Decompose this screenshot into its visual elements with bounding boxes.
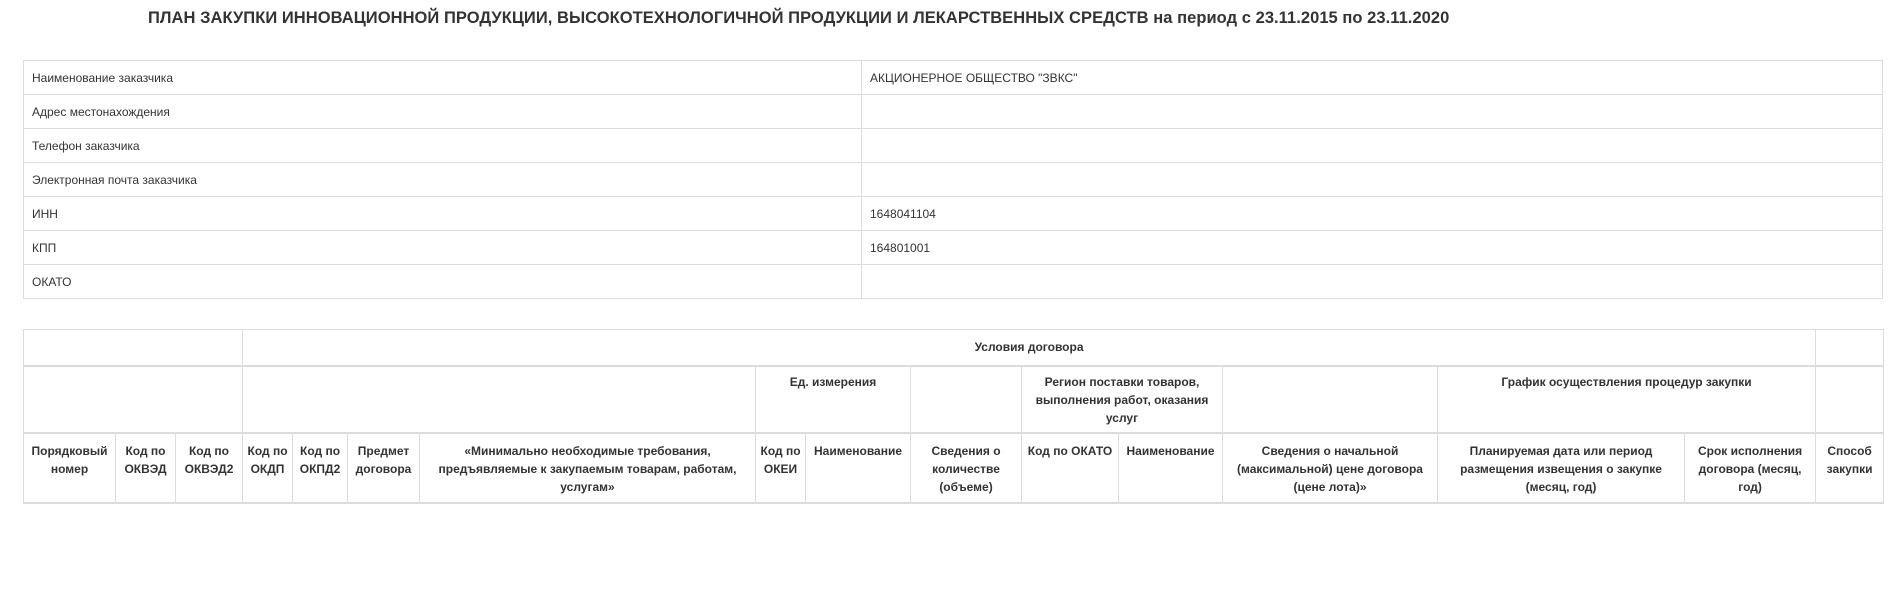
kpp-label: КПП [24, 231, 862, 265]
header-blank-cell [243, 366, 756, 433]
address-value [862, 95, 1883, 129]
customer-info-table [23, 60, 1883, 299]
email-label: Электронная почта заказчика [24, 163, 862, 197]
okato-label: ОКАТО [24, 265, 862, 299]
kpp-value: 164801001 [862, 231, 1883, 265]
region-group-header: Регион поставки товаров, выполнения работ, оказания услуг [1022, 366, 1223, 433]
page-title: ПЛАН ЗАКУПКИ ИННОВАЦИОННОЙ ПРОДУКЦИИ, ВЫСОКОТЕХНОЛОГИЧНОЙ ПРОДУКЦИИ И ЛЕКАРСТВЕННЫХ СРЕДСТВ на период с 23.11.2015 по 23.11.2020 [148, 9, 1450, 27]
column-header: Код по ОКДП [243, 433, 293, 503]
column-header: Код по ОКЕИ [756, 433, 806, 503]
column-header: Сведения о количестве (объеме) [911, 433, 1022, 503]
column-header: Код по ОКВЭД [116, 433, 176, 503]
address-label: Адрес местонахождения [24, 95, 862, 129]
header-blank-cell [1816, 330, 1884, 366]
phone-label: Телефон заказчика [24, 129, 862, 163]
column-header: Наименование [806, 433, 911, 503]
column-header: Срок исполнения договора (месяц, год) [1685, 433, 1816, 503]
header-row-1 [24, 330, 1884, 366]
header-blank-cell [911, 366, 1022, 433]
column-header: Планируемая дата или период размещения извещения о закупке (месяц, год) [1438, 433, 1685, 503]
header-row-2 [24, 366, 1884, 433]
header-blank-cell [1816, 366, 1884, 433]
customer-row [24, 163, 1883, 197]
customer-name-label: Наименование заказчика [24, 61, 862, 95]
column-header: Предмет договора [348, 433, 420, 503]
email-value [862, 163, 1883, 197]
header-row-3 [24, 433, 1884, 503]
header-blank-cell [24, 366, 243, 433]
contract-terms-header: Условия договора [243, 330, 1816, 366]
okato-value [862, 265, 1883, 299]
column-header: Код по ОКПД2 [293, 433, 348, 503]
phone-value [862, 129, 1883, 163]
customer-row [24, 61, 1883, 95]
column-header: Наименование [1119, 433, 1223, 503]
column-header: Код по ОКАТО [1022, 433, 1119, 503]
customer-row [24, 197, 1883, 231]
column-header: Способ закупки [1816, 433, 1884, 503]
customer-row [24, 95, 1883, 129]
customer-row [24, 231, 1883, 265]
column-header: «Минимально необходимые требования, предъявляемые к закупаемым товарам, работам, услугам» [420, 433, 756, 503]
customer-row [24, 129, 1883, 163]
inn-value: 1648041104 [862, 197, 1883, 231]
header-blank-cell [1223, 366, 1438, 433]
customer-name-value: АКЦИОНЕРНОЕ ОБЩЕСТВО "ЗВКС" [862, 61, 1883, 95]
schedule-group-header: График осуществления процедур закупки [1438, 366, 1816, 433]
header-blank-cell [24, 330, 243, 366]
procurement-plan-table [23, 329, 1884, 504]
unit-group-header: Ед. измерения [756, 366, 911, 433]
customer-row [24, 265, 1883, 299]
column-header: Сведения о начальной (максимальной) цене договора (цене лота)» [1223, 433, 1438, 503]
column-header: Код по ОКВЭД2 [176, 433, 243, 503]
column-header: Порядковый номер [24, 433, 116, 503]
inn-label: ИНН [24, 197, 862, 231]
